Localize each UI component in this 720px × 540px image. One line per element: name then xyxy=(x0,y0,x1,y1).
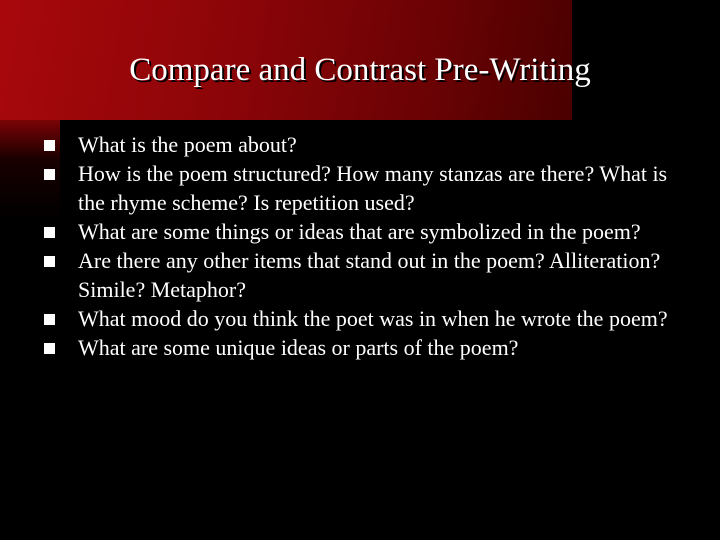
bullet-item xyxy=(56,333,696,362)
bullet-text: What mood do you think the poet was in when he wrote the poem? xyxy=(78,306,668,331)
bullet-text: What are some unique ideas or parts of the poem? xyxy=(78,335,519,360)
square-bullet-icon xyxy=(44,314,55,325)
bullet-item xyxy=(56,159,696,217)
bullet-item xyxy=(56,246,696,304)
square-bullet-icon xyxy=(44,343,55,354)
bullet-text: What is the poem about? xyxy=(78,132,297,157)
bullet-text: What are some things or ideas that are symbolized in the poem? xyxy=(78,219,641,244)
bullet-text: Are there any other items that stand out in the poem? Alliteration? Simile? Metaphor? xyxy=(78,248,661,302)
bullet-list xyxy=(56,130,696,362)
slide-title: Compare and Contrast Pre-Writing xyxy=(129,52,591,88)
bullet-item xyxy=(56,130,696,159)
bullet-item xyxy=(56,304,696,333)
square-bullet-icon xyxy=(44,256,55,267)
bullet-text: How is the poem structured? How many stanzas are there? What is the rhyme scheme? Is repetition used? xyxy=(78,161,668,215)
square-bullet-icon xyxy=(44,140,55,151)
square-bullet-icon xyxy=(44,227,55,238)
square-bullet-icon xyxy=(44,169,55,180)
bullet-item xyxy=(56,217,696,246)
